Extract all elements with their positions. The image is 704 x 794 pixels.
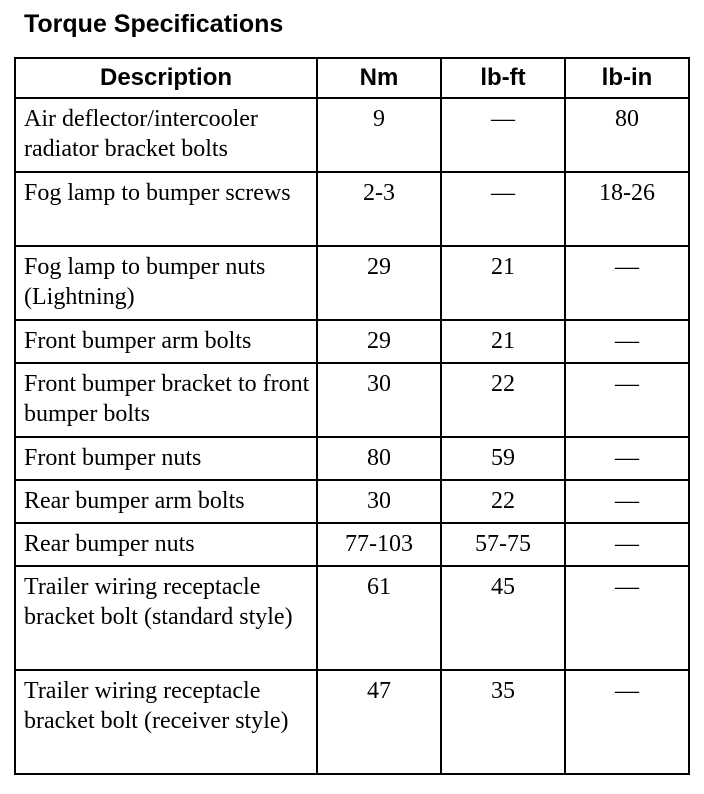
cell-lb-in: — — [565, 566, 689, 670]
cell-nm: 61 — [317, 566, 441, 670]
table-row — [15, 246, 689, 320]
cell-nm: 29 — [317, 246, 441, 320]
cell-lb-in: — — [565, 437, 689, 480]
table-row — [15, 566, 689, 670]
table-row — [15, 480, 689, 523]
cell-lb-in: — — [565, 246, 689, 320]
cell-description: Front bumper nuts — [15, 437, 317, 480]
cell-lb-in: — — [565, 523, 689, 566]
cell-lb-ft: 22 — [441, 480, 565, 523]
cell-lb-ft: 22 — [441, 363, 565, 437]
table-row — [15, 172, 689, 246]
table-row — [15, 523, 689, 566]
cell-lb-ft: 35 — [441, 670, 565, 774]
cell-description: Front bumper arm bolts — [15, 320, 317, 363]
cell-description: Front bumper bracket to front bumper bolts — [15, 363, 317, 437]
cell-description: Fog lamp to bumper screws — [15, 172, 317, 246]
table-row — [15, 98, 689, 172]
cell-nm: 29 — [317, 320, 441, 363]
table-row — [15, 437, 689, 480]
cell-lb-in: — — [565, 363, 689, 437]
table-header-row — [15, 58, 689, 98]
cell-lb-ft: 59 — [441, 437, 565, 480]
page-title: Torque Specifications — [24, 10, 284, 38]
cell-nm: 30 — [317, 480, 441, 523]
cell-lb-ft: 45 — [441, 566, 565, 670]
cell-lb-in: — — [565, 670, 689, 774]
header-nm: Nm — [317, 58, 441, 98]
header-lb-in: lb-in — [565, 58, 689, 98]
table-row — [15, 670, 689, 774]
cell-description: Rear bumper arm bolts — [15, 480, 317, 523]
cell-nm: 2-3 — [317, 172, 441, 246]
table-row — [15, 363, 689, 437]
cell-nm: 9 — [317, 98, 441, 172]
cell-description: Air deflector/intercooler radiator bracket bolts — [15, 98, 317, 172]
cell-nm: 77-103 — [317, 523, 441, 566]
cell-lb-ft: 57-75 — [441, 523, 565, 566]
cell-description: Trailer wiring receptacle bracket bolt (receiver style) — [15, 670, 317, 774]
cell-lb-in: — — [565, 480, 689, 523]
cell-nm: 80 — [317, 437, 441, 480]
cell-description: Rear bumper nuts — [15, 523, 317, 566]
cell-nm: 30 — [317, 363, 441, 437]
cell-nm: 47 — [317, 670, 441, 774]
cell-lb-in: 18-26 — [565, 172, 689, 246]
cell-description: Trailer wiring receptacle bracket bolt (standard style) — [15, 566, 317, 670]
cell-lb-ft: — — [441, 98, 565, 172]
torque-spec-table — [14, 57, 690, 775]
cell-lb-ft: 21 — [441, 246, 565, 320]
header-description: Description — [15, 58, 317, 98]
cell-lb-in: — — [565, 320, 689, 363]
cell-description: Fog lamp to bumper nuts (Lightning) — [15, 246, 317, 320]
header-lb-ft: lb-ft — [441, 58, 565, 98]
cell-lb-ft: — — [441, 172, 565, 246]
cell-lb-in: 80 — [565, 98, 689, 172]
cell-lb-ft: 21 — [441, 320, 565, 363]
table-row — [15, 320, 689, 363]
